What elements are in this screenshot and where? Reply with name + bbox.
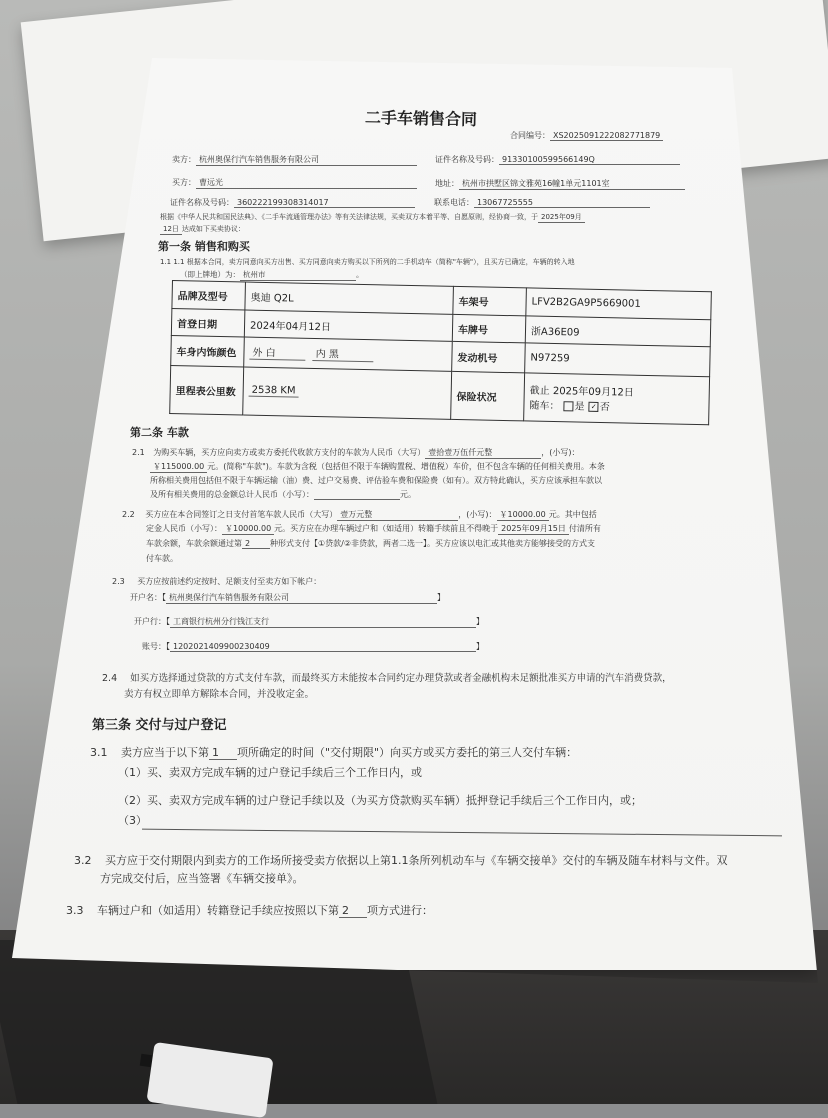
preamble-day: 12日 xyxy=(160,224,182,235)
option-3-underline xyxy=(142,829,782,837)
article-2-2-text-b-end: 付清所有 xyxy=(568,524,601,533)
article-2-1-line-3: 所称相关费用包括但不限于车辆运输（油）费、过户交易费、评估验车费和保险费（如有）。双方特此确认，买方应该承担车款以 xyxy=(150,476,602,485)
vin-label: 车架号 xyxy=(453,286,527,315)
brand-value: 奥迪 Q2L xyxy=(245,282,453,314)
price-upper: 壹拾壹万伍仟元整 xyxy=(425,447,541,459)
with-car-row xyxy=(529,397,703,416)
seller-row xyxy=(172,154,417,166)
preamble-text-1: 根据《中华人民共和国民法典》、《二手车流通管理办法》等有关法律法规，买卖双方本着平等、自愿原则，经协商一致，于 xyxy=(160,213,538,221)
article-2-3-number: 2.3 xyxy=(112,577,125,586)
article-2-1-end: 元。 xyxy=(400,490,416,499)
transfer-item-number: 2 xyxy=(339,904,367,918)
article-2-4-text: 如买方选择通过贷款的方式支付车款，而最终买方未能按本合同约定办理贷款或者金融机构未足额批准买方申请的汽车消费贷款， xyxy=(130,673,672,684)
article-2-1-line-1 xyxy=(132,447,580,459)
delivery-item-number: 1 xyxy=(209,746,237,760)
article-3-3-number: 3.3 xyxy=(66,904,84,917)
with-car-no: 否 xyxy=(599,402,610,414)
article-2-2-number: 2.2 xyxy=(122,510,135,519)
article-3-3-line xyxy=(66,902,433,918)
article-2-1-text: 为购买车辆，买方应向卖方或卖方委托代收款方支付的车款为人民币（大写） xyxy=(153,448,426,457)
engine-label: 发动机号 xyxy=(452,342,526,373)
article-3-1-option-1: （1）买、卖双方完成车辆的过户登记手续后三个工作日内，或 xyxy=(118,766,422,779)
buyer-label: 买方： xyxy=(172,178,196,187)
preamble-line-2 xyxy=(160,224,245,235)
buyer-value: 曹远光 xyxy=(196,177,417,189)
plate-value: 浙A36E09 xyxy=(525,316,711,348)
article-1-1-end: 。 xyxy=(356,270,364,279)
bracket-end: 】 xyxy=(437,593,445,602)
checkbox-unchecked xyxy=(563,401,573,411)
vehicle-table xyxy=(169,280,712,425)
color-value xyxy=(244,337,453,370)
seller-value: 杭州奥保行汽车销售服务有限公司 xyxy=(196,154,417,166)
seller-id-label: 证件名称及号码： xyxy=(435,155,499,164)
first-payment-small-label: ，(小写)： xyxy=(458,510,497,519)
with-car-label: 随车： xyxy=(529,400,560,413)
phone-label: 联系电话： xyxy=(434,198,474,207)
document-title: 二手车销售合同 xyxy=(364,108,478,129)
address-row xyxy=(435,178,685,190)
article-2-2-text-c-end: 种形式支付【①贷款/②非贷款，两者二选一】。买方应该以电汇或其他卖方能够接受的方式支 xyxy=(270,539,596,548)
payment-method-number: 2 xyxy=(242,539,270,549)
mileage-value xyxy=(243,367,452,420)
article-3-2-number: 3.2 xyxy=(74,854,92,867)
account-number-row xyxy=(142,641,484,652)
article-1-title: 第一条 销售和购买 xyxy=(158,240,250,253)
first-payment-upper: 壹万元整 xyxy=(337,509,458,521)
contract-number-label: 合同编号： xyxy=(510,131,550,140)
article-3-3-text-b: 项方式进行： xyxy=(367,904,433,917)
article-2-2-line-1 xyxy=(122,509,597,521)
article-3-1-text: 卖方应当于以下第 xyxy=(121,746,209,759)
seller-label: 卖方： xyxy=(172,155,196,164)
account-number-label: 账号：【 xyxy=(142,642,170,651)
article-2-1-line-2 xyxy=(150,461,605,473)
article-2-3-text: 买方应按前述约定按时、足额支付至卖方如下帐户： xyxy=(137,577,322,586)
mileage-label: 里程表公里数 xyxy=(170,365,244,415)
article-2-1-text-d: 及所有相关费用的总金额总计人民币（小写）： xyxy=(150,490,314,499)
color-interior: 内 黑 xyxy=(313,345,374,362)
insurance-value xyxy=(524,372,710,424)
phone-value: 13067725555 xyxy=(474,198,650,208)
article-2-2-line-3 xyxy=(146,538,595,549)
color-label: 车身内饰颜色 xyxy=(171,336,245,367)
article-3-3-text: 车辆过户和（如适用）转籍登记手续应按照以下第 xyxy=(97,904,339,917)
deposit-value: ￥10000.00 xyxy=(222,523,274,535)
article-1-1-label: （即上牌地）为： xyxy=(180,270,240,279)
reg-date-value: 2024年04月12日 xyxy=(244,310,452,342)
article-3-title: 第三条 交付与过户登记 xyxy=(92,718,227,733)
seller-id-row xyxy=(435,154,680,165)
balance-due-date: 2025年09月15日 xyxy=(498,523,569,535)
article-1-1-line-2 xyxy=(180,269,364,281)
account-name-label: 开户名：【 xyxy=(130,593,166,602)
article-2-4-number: 2.4 xyxy=(102,673,118,684)
color-exterior: 外 白 xyxy=(249,344,305,361)
address-value: 杭州市拱墅区锦文雅苑16幢1单元1101室 xyxy=(459,178,685,190)
buyer-id-row xyxy=(170,197,415,208)
article-3-1-option-3: （3） xyxy=(118,814,147,827)
table-row xyxy=(170,365,710,425)
brand-label: 品牌及型号 xyxy=(172,281,246,310)
article-2-4-line-1 xyxy=(102,670,672,684)
article-1-1-line-1: 1.1 1.1 根据本合同，卖方同意向买方出售、买方同意向卖方购买以下所列的二手机动车（简称"车辆"），且买方已确定，车辆的转入地 xyxy=(160,258,575,266)
price-small: ￥115000.00 xyxy=(150,461,207,473)
with-car-yes: 是 xyxy=(574,401,585,413)
article-3-2-line-1 xyxy=(74,852,728,868)
article-2-2-line-4: 付车款。 xyxy=(146,554,178,563)
contract-number xyxy=(510,130,663,141)
vin-value: LFV2B2GA9P5669001 xyxy=(526,288,712,320)
buyer-id-label: 证件名称及号码： xyxy=(170,198,234,207)
preamble-line-1 xyxy=(160,212,585,223)
account-name-value: 杭州奥保行汽车销售服务有限公司 xyxy=(166,592,437,604)
buyer-row xyxy=(172,177,417,189)
article-2-2-text: 买方应在本合同签订之日支付首笔车款人民币（大写） xyxy=(145,510,338,519)
plate-label: 车牌号 xyxy=(452,314,526,343)
article-2-1-line-4 xyxy=(150,489,416,500)
account-bank-label: 开户行：【 xyxy=(134,617,170,626)
article-2-2-line-2 xyxy=(146,523,601,535)
insurance-label: 保险状况 xyxy=(451,371,525,421)
article-2-title: 第二条 车款 xyxy=(130,426,189,439)
seller-id-value: 91330100599566149Q xyxy=(499,155,680,165)
first-payment-small: ￥10000.00 xyxy=(497,509,549,521)
insurance-until: 截止 2025年09月12日 xyxy=(529,385,634,399)
address-label: 地址： xyxy=(435,179,459,188)
checkbox-checked-icon: ✓ xyxy=(589,402,599,412)
deposit-label: 定金人民币（小写）： xyxy=(146,524,222,533)
contract-number-value: XS2025091222082771879 xyxy=(550,131,663,141)
phone-row xyxy=(434,197,650,208)
article-3-1-number: 3.1 xyxy=(90,746,108,759)
article-3-1-text-b: 项所确定的时间（"交付期限"）向买方或买方委托的第三人交付车辆： xyxy=(237,746,578,759)
account-number-value: 1202021409900230409 xyxy=(170,642,476,652)
preamble-text-2: 达成如下买卖协议： xyxy=(181,225,245,233)
article-2-4-line-2: 卖方有权立即单方解除本合同，并没收定金。 xyxy=(124,689,315,700)
article-3-2-text: 买方应于交付期限内到卖方的工作场所接受卖方依据以上第1.1条所列机动车与《车辆交接单》交付的车辆及随车材料与文件。双 xyxy=(105,854,728,867)
article-2-2-text-b: 元。买方应在办理车辆过户和（如适用）转籍手续前且不得晚于 xyxy=(274,524,499,533)
account-name-row xyxy=(130,592,445,604)
engine-value: N97259 xyxy=(525,343,711,376)
bracket-end: 】 xyxy=(476,617,484,626)
article-2-2-text-end: 元。其中包括 xyxy=(548,510,597,519)
article-2-1-number: 2.1 xyxy=(132,448,145,457)
article-2-2-text-c: 车款余额，车款余额通过第 xyxy=(146,539,242,548)
mileage-number: 2538 KM xyxy=(249,385,299,398)
article-2-3-line xyxy=(112,576,321,587)
price-small-label: ，(小写)： xyxy=(541,448,580,457)
article-2-1-text-b: 元。(简称"车款")。车款为含税（包括但不限于车辆购置税、增值税）车价，但不包含车辆的任何相关费用。本条 xyxy=(207,462,605,471)
article-3-1-option-2: （2）买、卖双方完成车辆的过户登记手续以及（为买方贷款购买车辆）抵押登记手续后三个工作日内，或； xyxy=(118,794,642,807)
reg-date-label: 首登日期 xyxy=(171,308,245,337)
account-bank-row xyxy=(134,616,484,628)
bracket-end: 】 xyxy=(476,642,484,651)
registration-place: 杭州市 xyxy=(240,269,356,281)
article-3-2-line-2: 方完成交付后，应当签署《车辆交接单》。 xyxy=(100,872,304,885)
preamble-date: 2025年09月 xyxy=(538,212,585,223)
article-3-1-line xyxy=(90,744,577,760)
account-bank-value: 工商银行杭州分行钱江支行 xyxy=(170,616,476,628)
buyer-id-value: 360222199308314017 xyxy=(234,198,415,208)
